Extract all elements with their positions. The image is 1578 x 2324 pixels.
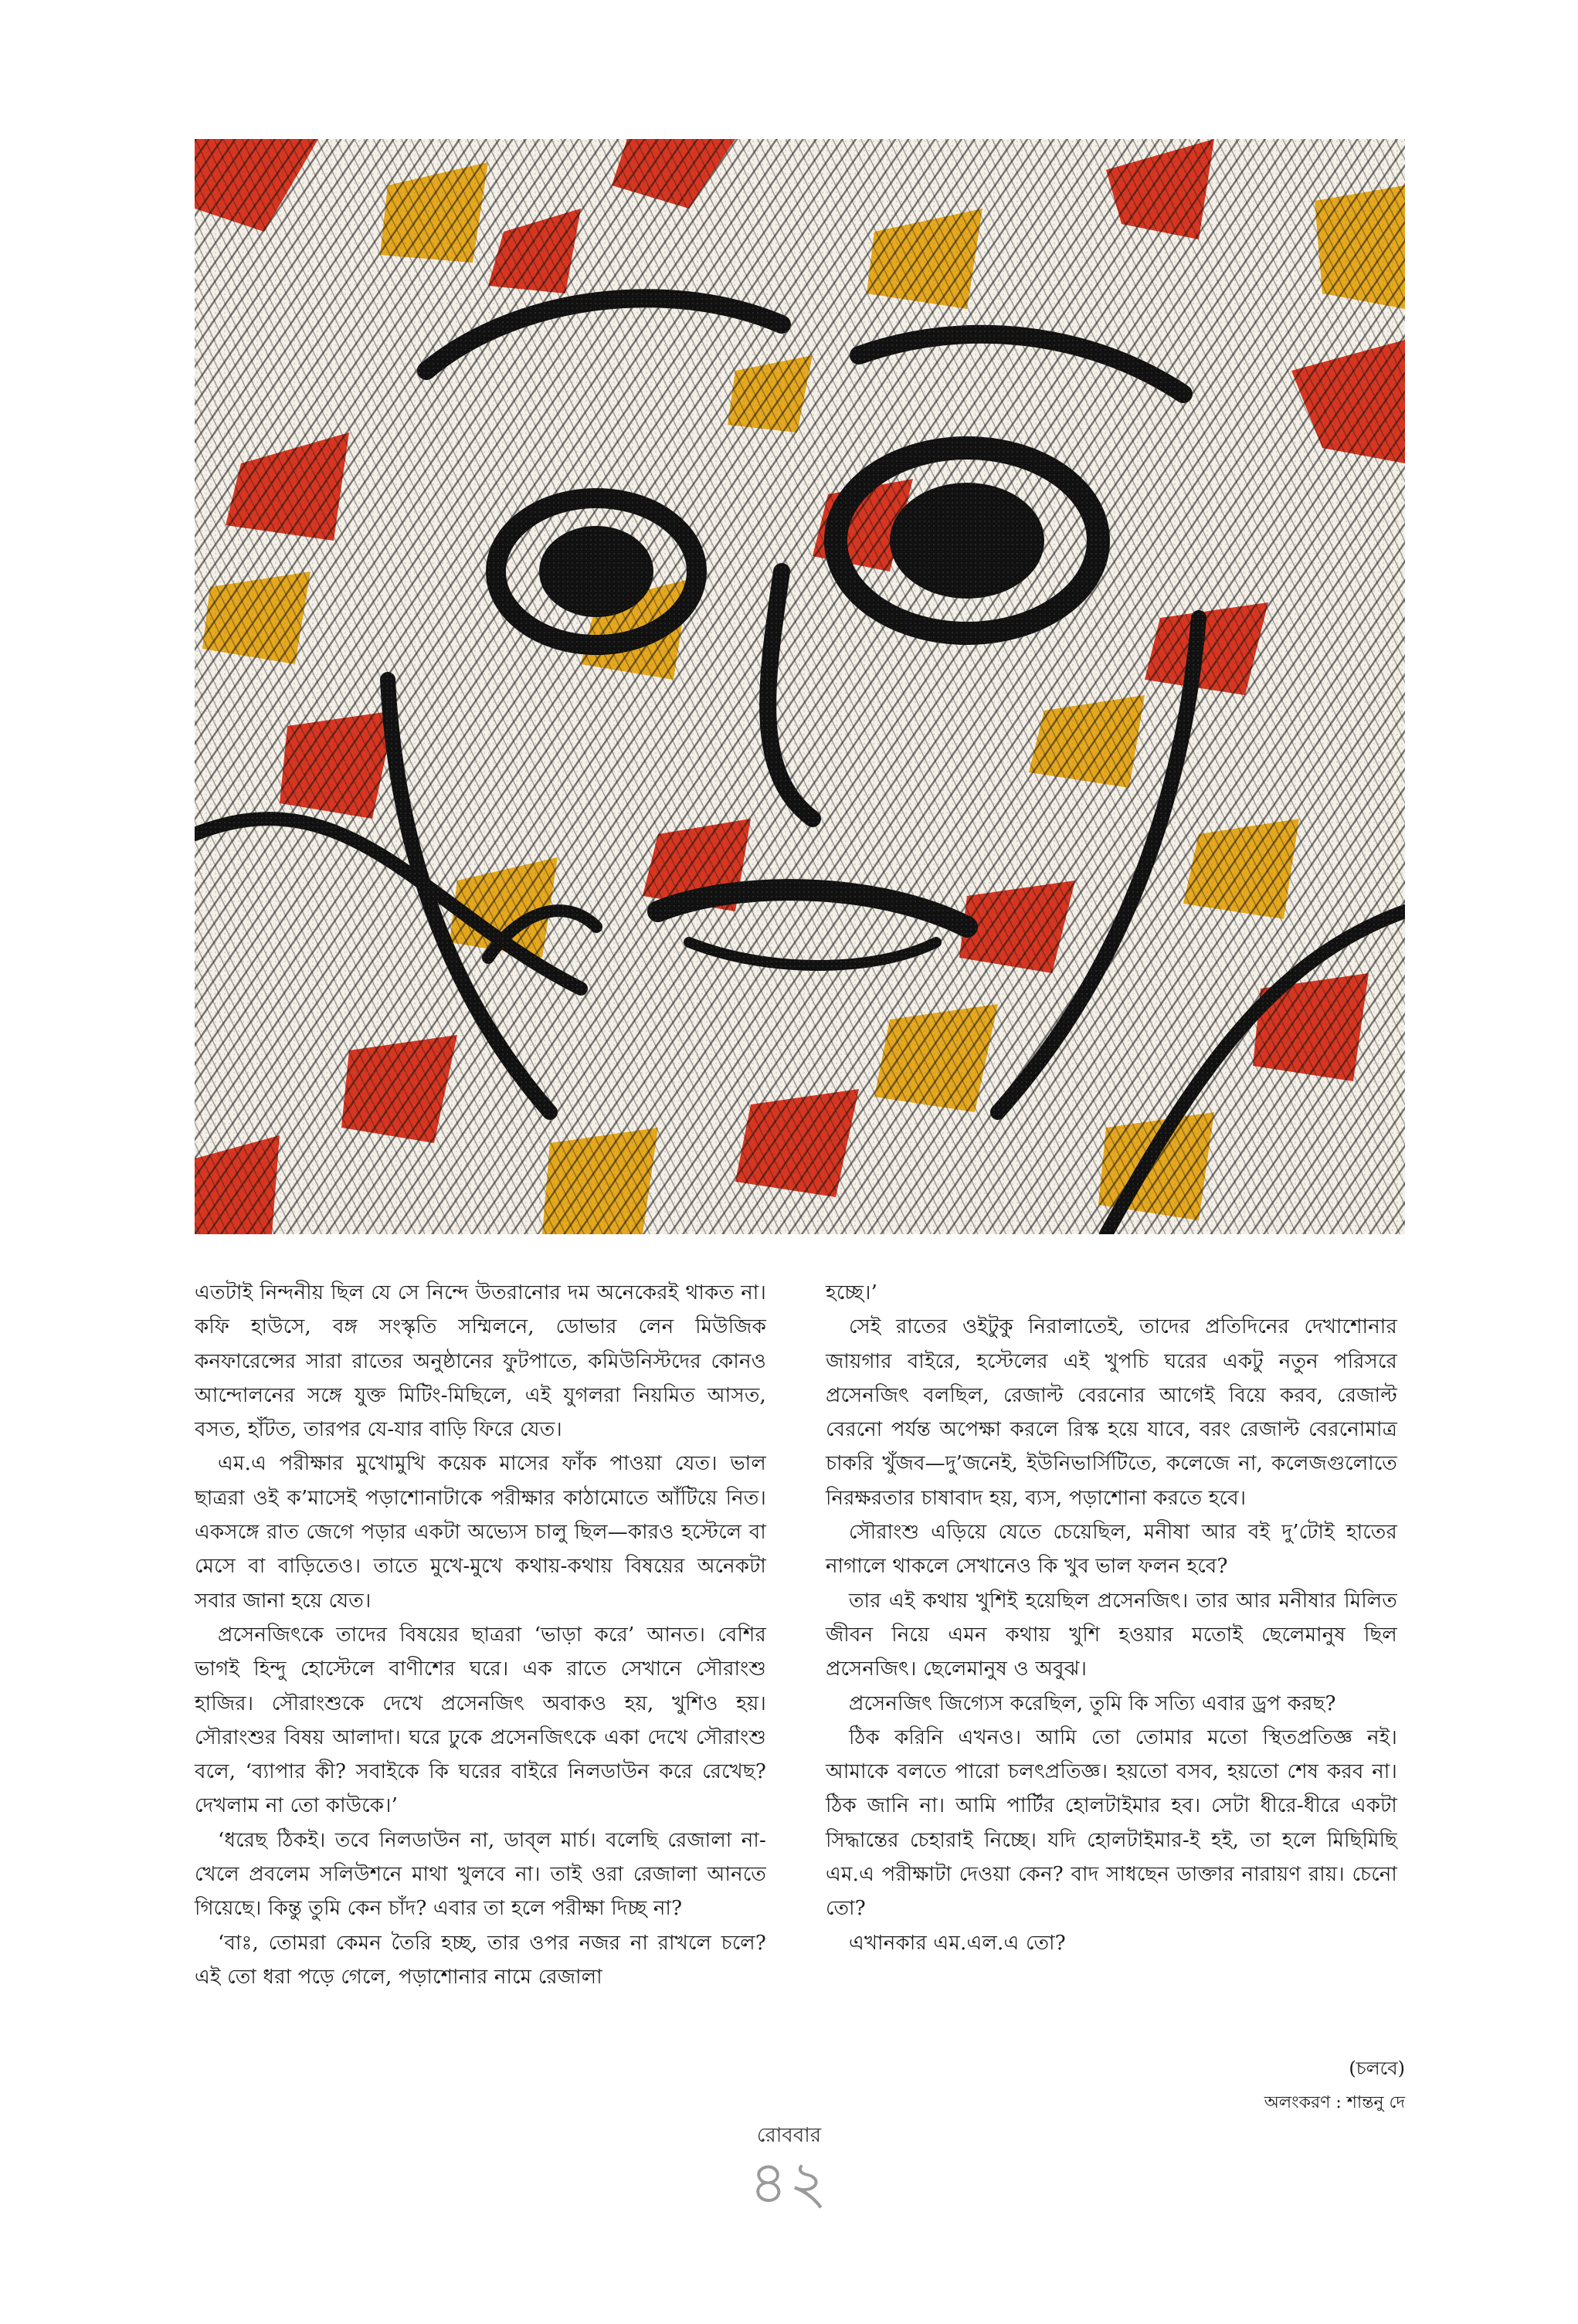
paragraph: প্রসেনজিৎকে তাদের বিষয়ের ছাত্ররা ‘ভাড়া করে’ আনত। বেশির ভাগই হিন্দু হোস্টেলে বাণীশের ঘরে। এক রাতে সেখানে সৌরাংশু হাজির। সৌরাংশুকে দেখে প্রসেনজিৎ অবাকও হয়, খুশিও হয়। সৌরাংশুর বিষয় আলাদা। ঘরে ঢুকে প্রসেনজিৎকে একা দেখে সৌরাংশু বলে, ‘ব্যাপার কী? সবাইকে কি ঘরের বাইরে নিলডাউন করে রেখেছ? দেখলাম না তো কাউকে।’ (195, 1623, 766, 1818)
paragraph: ঠিক করিনি এখনও। আমি তো তোমার মতো স্থিতপ্রতিজ্ঞ নই। আমাকে বলতে পারো চলৎপ্রতিজ্ঞ। হয়তো বসব, হয়তো শেষ করব না। ঠিক জানি না। আমি পার্টির হোলটাইমার হব। সেটা ধীরে-ধীরে একটা সিদ্ধান্তের চেহারাই নিচ্ছে। যদি হোলটাইমার-ই হই, তা হলে মিছিমিছি এম.এ পরীক্ষাটা দেওয়া কেন? বাদ সাধছেন ডাক্তার নারায়ণ রায়। চেনো তো? (826, 1725, 1397, 1921)
expressionist-face-illustration-icon (195, 139, 1405, 1234)
paragraph: এম.এ পরীক্ষার মুখোমুখি কয়েক মাসের ফাঁক পাওয়া যেত। ভাল ছাত্ররা ওই ক’মাসেই পড়াশোনাটাকে পরীক্ষার কাঠামোতে আঁটিয়ে নিত। একসঙ্গে রাত জেগে পড়ার একটা অভ্যেস চালু ছিল—কারও হস্টেলে বা মেসে বা বাড়িতেও। তাতে মুখে-মুখে কথায়-কথায় বিষয়ের অনেকটা সবার জানা হয়ে যেত। (195, 1452, 766, 1613)
illustration (195, 139, 1405, 1234)
magazine-name: রোববার (756, 2124, 822, 2147)
paragraph: সৌরাংশু এড়িয়ে যেতে চেয়েছিল, মনীষা আর বই দু’টোই হাতের নাগালে থাকলে সেখানেও কি খুব ভাল ফলন হবে? (826, 1521, 1397, 1579)
paragraph: এখানকার এম.এল.এ তো? (849, 1931, 1066, 1955)
paragraph: এতটাই নিন্দনীয় ছিল যে সে নিন্দে উতরানোর দম অনেকেরই থাকত না। কফি হাউসে, বঙ্গ সংস্কৃতি সম্মিলনে, ডোভার লেন মিউজিক কনফারেন্সের সারা রাতের অনুষ্ঠানের ফুটপাতে, কমিউনিস্টদের কোনও আন্দোলনের সঙ্গে যুক্ত মিটিং-মিছিলে, এই যুগলরা নিয়মিত আসত, বসত, হাঁটত, তারপর যে-যার বাড়ি ফিরে যেত। (195, 1281, 766, 1442)
paragraph: ‘ধরেছ ঠিকই। তবে নিলডাউন না, ডাব্‌ল মার্চ। বলেছি রেজালা না-খেলে প্রবলেম সলিউশনে মাথা খুলবে না। তাই ওরা রেজালা আনতে গিয়েছে। কিন্তু তুমি কেন চাঁদ? এবার তা হলে পরীক্ষা দিচ্ছ না? (195, 1828, 766, 1921)
paragraph: সেই রাতের ওইটুকু নিরালাতেই, তাদের প্রতিদিনের দেখাশোনার জায়গার বাইরে, হস্টেলের এই খুপচি ঘরের একটু নতুন পরিসরে প্রসেনজিৎ বলছিল, রেজাল্ট বেরনোর আগেই বিয়ে করব, রেজাল্ট বেরনো পর্যন্ত অপেক্ষা করলে রিস্ক হয়ে যাবে, বরং রেজাল্ট বেরনোমাত্র চাকরি খুঁজব—দু’জনেই, ইউনিভার্সিটিতে, কলেজে না, কলেজগুলোতে নিরক্ষরতার চাষাবাদ হয়, ব্যস, পড়াশোনা করতে হবে। (826, 1315, 1397, 1510)
page-number: ৪২ (749, 2148, 829, 2217)
text-column-left (195, 1276, 766, 1994)
text-column-right (826, 1276, 1397, 1960)
paragraph: প্রসেনজিৎ জিগ্যেস করেছিল, তুমি কি সত্যি এবার ড্রপ করছ? (849, 1691, 1336, 1715)
illustration-credit: অলংকরণ : শান্তনু দে (1264, 2093, 1405, 2112)
continued-note: (চলবে) (1349, 2058, 1405, 2079)
paragraph: ‘বাঃ, তোমরা কেমন তৈরি হচ্ছ, তার ওপর নজর না রাখলে চলে? এই তো ধরা পড়ে গেলে, পড়াশোনার নামে রেজালা (195, 1931, 766, 1989)
paragraph: হচ্ছে।’ (826, 1281, 878, 1304)
paragraph: তার এই কথায় খুশিই হয়েছিল প্রসেনজিৎ। তার আর মনীষার মিলিত জীবন নিয়ে এমন কথায় খুশি হওয়ার মতোই ছেলেমানুষ ছিল প্রসেনজিৎ। ছেলেমানুষ ও অবুঝ। (826, 1589, 1397, 1681)
